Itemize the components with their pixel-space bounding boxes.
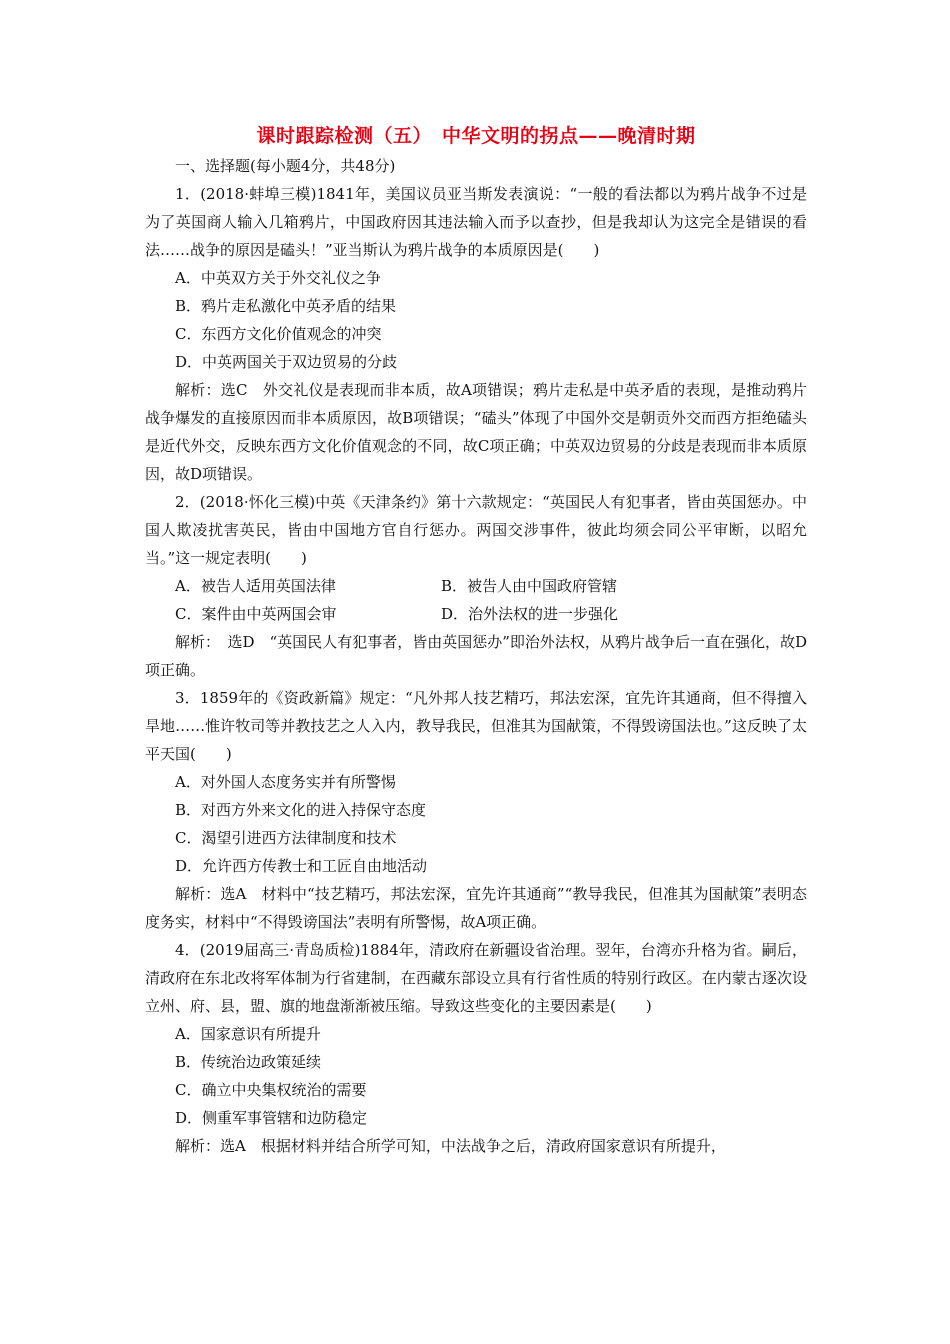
q2-options-row-2 [175, 600, 807, 628]
document-page [145, 122, 807, 1160]
q2-option-a: A．被告人适用英国法律 [175, 577, 336, 595]
q4-option-b: B．传统治边政策延续 [175, 1053, 322, 1071]
q3-option-a: A．对外国人态度务实并有所警惕 [175, 773, 396, 791]
q1-option-d: D．中英两国关于双边贸易的分歧 [175, 353, 398, 371]
q2-options-row-1 [175, 572, 807, 600]
q1-option-b: B．鸦片走私激化中英矛盾的结果 [175, 297, 397, 315]
q4-option-c: C．确立中央集权统治的需要 [175, 1081, 367, 1099]
q4-option-a: A．国家意识有所提升 [175, 1025, 321, 1043]
q1-stem: 1．(2018·蚌埠三模)1841年，美国议员亚当斯发表演说：“一般的看法都以为鸦片战争不过是为了英国商人输入几箱鸦片，中国政府因其违法输入而予以查抄，但是我却认为这完全是错误的看法……战争的原因是磕头！”亚当斯认为鸦片战争的本质原因是( ) [145, 185, 807, 259]
section-heading: 一、选择题(每小题4分，共48分) [175, 157, 396, 175]
q3-stem: 3．1859年的《资政新篇》规定：“凡外邦人技艺精巧，邦法宏深，宜先许其通商，但不得擅入旱地……惟许牧司等并教技艺之人入内，教导我民，但准其为国献策，不得毁谤国法也。”这反映了太平天国( ) [145, 689, 807, 763]
q1-option-a: A．中英双方关于外交礼仪之争 [175, 269, 381, 287]
q2-option-d: D．治外法权的进一步强化 [441, 605, 619, 623]
q3-option-c: C．渴望引进西方法律制度和技术 [175, 829, 397, 847]
q2-option-c: C．案件由中英两国会审 [175, 605, 337, 623]
q1-option-c: C．东西方文化价值观念的冲突 [175, 325, 382, 343]
q2-stem: 2．(2018·怀化三模)中英《天津条约》第十六款规定：“英国民人有犯事者，皆由英国惩办。中国人欺凌扰害英民，皆由中国地方官自行惩办。两国交涉事件，彼此均须会同公平审断，以昭允当。”这一规定表明( ) [145, 493, 807, 567]
q4-option-d: D．侧重军事管辖和边防稳定 [175, 1109, 368, 1127]
q3-option-b: B．对西方外来文化的进入持保守态度 [175, 801, 427, 819]
q4-analysis: 解析：选A 根据材料并结合所学可知，中法战争之后，清政府国家意识有所提升， [175, 1137, 726, 1155]
q1-analysis: 解析：选C 外交礼仪是表现而非本质，故A项错误；鸦片走私是中英矛盾的表现，是推动鸦片战争爆发的直接原因而非本质原因，故B项错误；“磕头”体现了中国外交是朝贡外交而西方拒绝磕头是近代外交，反映东西方文化价值观念的不同，故C项正确；中英双边贸易的分歧是表现而非本质原因，故D项错误。 [145, 381, 807, 483]
q2-option-b: B．被告人由中国政府管辖 [441, 577, 618, 595]
q2-analysis: 解析： 选D “英国民人有犯事者，皆由英国惩办”即治外法权，从鸦片战争后一直在强化，故D项正确。 [145, 633, 807, 679]
q3-analysis: 解析：选A 材料中“技艺精巧，邦法宏深，宜先许其通商”“教导我民，但准其为国献策”表明态度务实，材料中“不得毁谤国法”表明有所警惕，故A项正确。 [145, 885, 807, 931]
q3-option-d: D．允许西方传教士和工匠自由地活动 [175, 857, 428, 875]
document-title: 课时跟踪检测（五） 中华文明的拐点——晚清时期 [256, 125, 696, 147]
q4-stem: 4．(2019届高三·青岛质检)1884年，清政府在新疆设省治理。翌年，台湾亦升格为省。嗣后，清政府在东北改将军体制为行省建制，在西藏东部设立具有行省性质的特别行政区。在内蒙古逐次设立州、府、县，盟、旗的地盘渐渐被压缩。导致这些变化的主要因素是( ) [145, 941, 807, 1015]
